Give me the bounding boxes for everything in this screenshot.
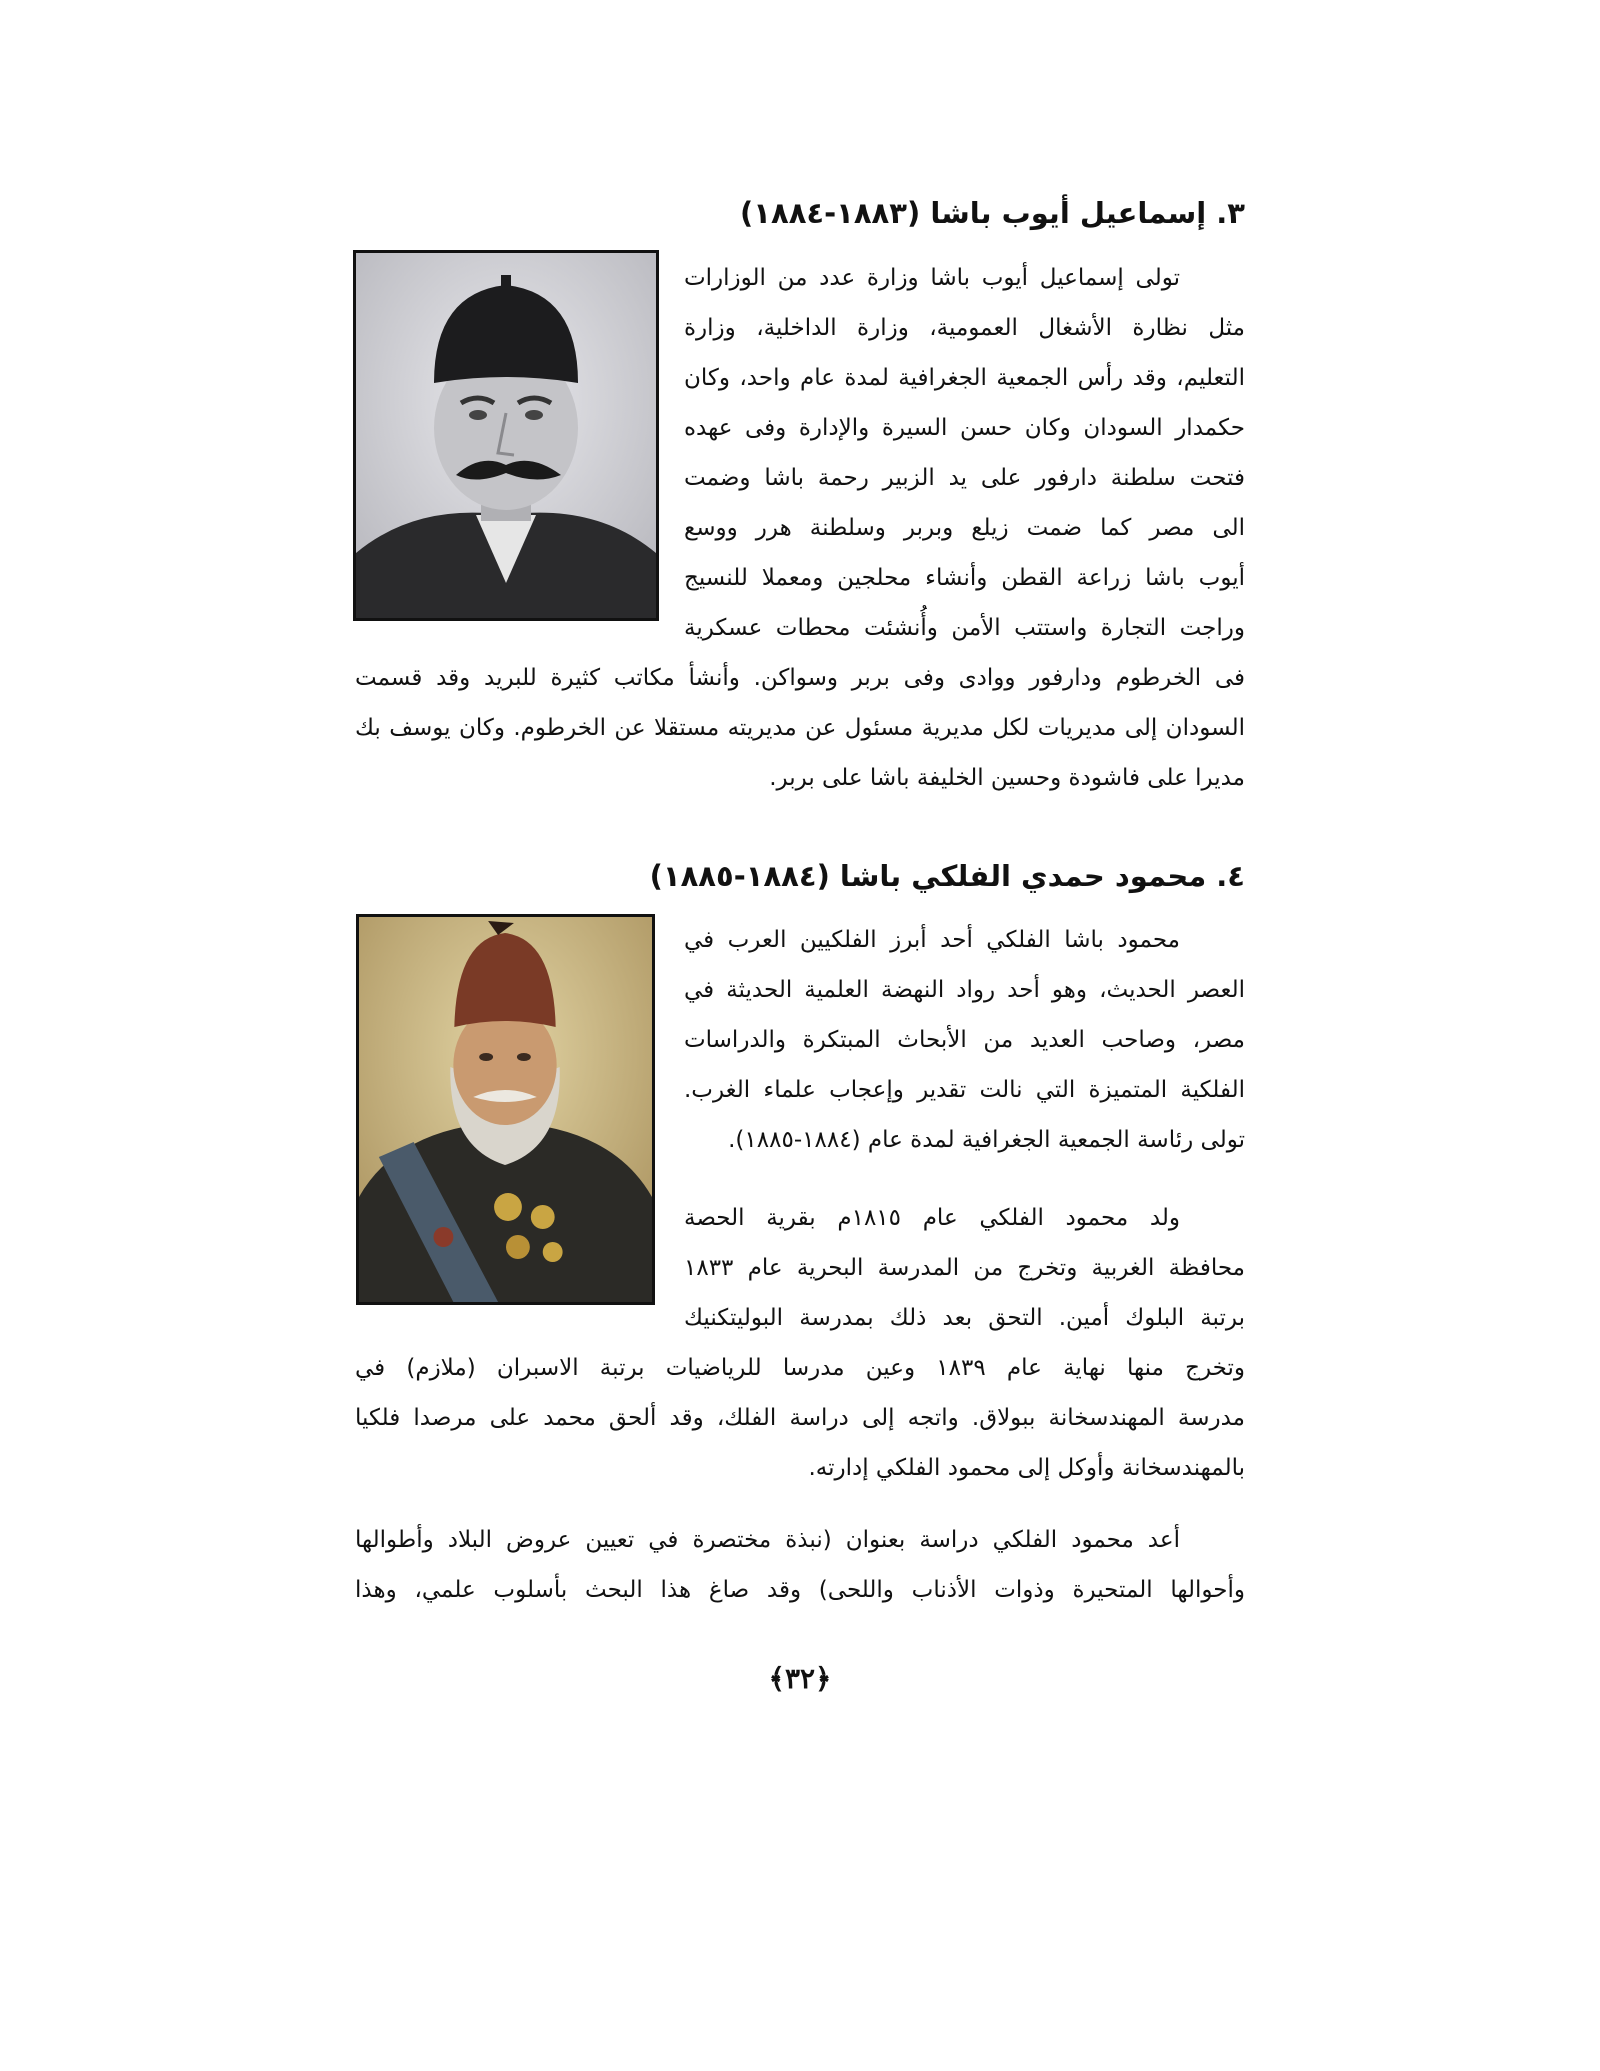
body-line: مصر، وصاحب العديد من الأبحاث المبتكرة والدراسات [684,1027,1245,1053]
body-line: مثل نظارة الأشغال العمومية، وزارة الداخلية، وزارة [684,315,1245,341]
body-line: حكمدار السودان وكان حسن السيرة والإدارة وفى عهده [684,415,1245,441]
body-line: التعليم، وقد رأس الجمعية الجغرافية لمدة عام واحد، وكان [684,365,1245,391]
body-line: محافظة الغربية وتخرج من المدرسة البحرية عام ١٨٣٣ [684,1255,1245,1281]
body-line: وتخرج منها نهاية عام ١٨٣٩ وعين مدرسا للرياضيات برتبة الاسبران (ملازم) في [355,1355,1245,1381]
body-line: بالمهندسخانة وأوكل إلى محمود الفلكي إدارته. [808,1455,1245,1481]
body-line: أيوب باشا زراعة القطن وأنشاء محلجين ومعملا للنسيج [684,565,1245,591]
body-line: مديرا على فاشودة وحسين الخليفة باشا على بربر. [769,765,1245,791]
section-heading-ismail-ayoub: ٣. إسماعيل أيوب باشا (١٨٨٣-١٨٨٤) [740,196,1245,230]
body-line: وأحوالها المتحيرة وذوات الأذناب واللحى) وقد صاغ هذا البحث بأسلوب علمي، وهذا [355,1577,1245,1603]
body-line: العصر الحديث، وهو أحد رواد النهضة العلمية الحديثة في [684,977,1245,1003]
body-line: ولد محمود الفلكي عام ١٨١٥م بقرية الحصة [684,1205,1180,1231]
body-line: تولى إسماعيل أيوب باشا وزارة عدد من الوزارات [684,265,1180,291]
body-line: برتبة البلوك أمين. التحق بعد ذلك بمدرسة البوليتكنيك [684,1305,1245,1331]
body-line: وراجت التجارة واستتب الأمن وأُنشئت محطات عسكرية [684,615,1245,641]
body-line: الفلكية المتميزة التي نالت تقدير وإعجاب علماء الغرب. [684,1077,1245,1103]
body-line: فتحت سلطنة دارفور على يد الزبير رحمة باشا وضمت [684,465,1245,491]
body-line: السودان إلى مديريات لكل مديرية مسئول عن مديريته مستقلا عن الخرطوم. وكان يوسف بك [355,715,1245,741]
body-line: مدرسة المهندسخانة ببولاق. واتجه إلى دراسة الفلك، وقد ألحق محمد على مرصدا فلكيا [355,1405,1245,1431]
body-line: فى الخرطوم ودارفور ووادى وفى بربر وسواكن. وأنشأ مكاتب كثيرة للبريد وقد قسمت [355,665,1245,691]
portrait-ismail-ayoub [353,250,659,621]
body-line: الى مصر كما ضمت زيلع وبربر وسلطنة هرر ووسع [684,515,1245,541]
body-line: تولى رئاسة الجمعية الجغرافية لمدة عام (١٨٨٤-١٨٨٥). [728,1127,1245,1153]
page-number: ﴿٣٢﴾ [768,1662,832,1695]
section-heading-mahmoud-elfalaki: ٤. محمود حمدي الفلكي باشا (١٨٨٤-١٨٨٥) [649,859,1245,893]
body-line: محمود باشا الفلكي أحد أبرز الفلكيين العرب في [684,927,1180,953]
portrait-mahmoud-elfalaki [356,914,655,1305]
body-line: أعد محمود الفلكي دراسة بعنوان (نبذة مختصرة في تعيين عروض البلاد وأطوالها [355,1527,1180,1553]
